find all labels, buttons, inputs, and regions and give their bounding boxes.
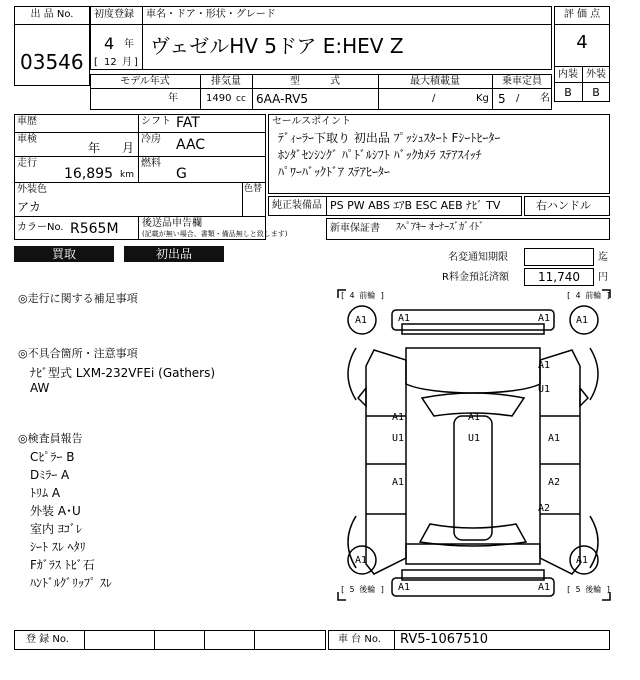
fuel-label: 燃料 [141,158,161,169]
deadline-box [524,248,594,266]
mark-left-rear-door: A1 [392,477,405,488]
exterior-label: 外装 [586,69,606,80]
mileage-value: 16,895 [64,166,113,182]
mark-rear-left-tire: A1 [355,555,368,566]
color-no-value: R565M [70,221,119,237]
mark-right-front-door: A1 [548,433,561,444]
inspector-line-4: 外装 A･U [30,504,81,518]
mark-front-bumper-left: A1 [398,313,411,324]
drive-value: 右ハンドル [536,199,591,212]
car-damage-diagram [336,288,612,602]
model-year-label: モデル年式 [120,76,170,87]
inspector-line-2: Dﾐﾗｰ A [30,468,70,482]
type-label: 型 式 [290,76,340,87]
defect-line-1: ﾅﾋﾞ型式 LXM-232VFEi (Gathers) [30,366,216,380]
ac-value: AAC [176,137,206,153]
recycle-label: R料金預託済額 [442,272,509,283]
recycle-unit: 円 [598,272,608,283]
rear-tag-right: [ 5 後輪 ] [566,585,611,594]
first-reg-month: 12 [104,57,117,68]
interior-label: 内装 [558,69,578,80]
capacity-label: 乗車定員 [502,76,542,87]
mark-rear-bumper-right: A1 [538,582,551,593]
front-tag-left: [ 4 前輪 ] [340,291,385,300]
interior-grade: B [564,86,572,99]
mark-right-front-fender: A1 [538,360,551,371]
score-value: 4 [576,32,588,53]
ext-color-value: アカ [17,200,41,214]
capacity-sep: / [516,93,520,104]
type-value: 6AA-RV5 [256,92,308,106]
driving-remarks-title: ◎走行に関する補足事項 [18,292,138,305]
exterior-grade: B [592,86,600,99]
front-tag-right: [ 4 前輪 ] [566,291,611,300]
ext-color-label: 外装色 [17,184,47,195]
post-doc-label: 後送品申告欄 [142,218,202,229]
chassis-value: RV5-1067510 [400,632,489,647]
mark-front-bumper-right: A1 [538,313,551,324]
mark-roof: U1 [468,433,481,444]
defect-line-2: AW [30,381,50,395]
mark-right-mirror: U1 [538,384,551,395]
displacement-value: 1490 [206,93,232,104]
equipment-value: PS PW ABS ｴｱB ESC AEB ﾅﾋﾞ TV [330,199,501,212]
year-unit: 年 [124,39,134,50]
sales-point-line-3: ﾊﾟﾜｰﾊﾞｯｸﾄﾞｱ ｽﾃｱﾋｰﾀｰ [278,165,390,179]
sales-point-line-1: ﾃﾞｨｰﾗｰ下取り 初出品 ﾌﾟｯｼｭｽﾀｰﾄ Fｼｰﾄﾋｰﾀｰ [278,131,501,145]
history-label: 車歴 [17,116,37,127]
lot-number: 03546 [20,50,84,74]
color-no-label: カラーNo. [17,222,64,233]
post-doc-note: (記載が無い場合、書類・備品無しと致します) [142,230,288,238]
inspector-line-1: Cﾋﾟﾗｰ B [30,450,75,464]
score-label: 評 価 点 [563,9,601,20]
reg-no-label: 登 録 No. [26,634,69,645]
mark-rear-bumper-left: A1 [398,582,411,593]
warranty-label: 新車保証書 [330,223,380,234]
first-reg-year: 4 [104,34,115,53]
car-name: ヴェゼルHV 5ドア E:HEV Z [150,34,404,58]
mark-front-left-tire: A1 [355,315,368,326]
sales-point-label: セールスポイント [272,116,352,127]
first-listing-badge: 初出品 [124,246,224,262]
mark-right-rear-door: A2 [548,477,561,488]
inspection-month-unit: 月 [122,141,135,155]
inspector-line-6: ｼｰﾄ ｽﾚ ﾍﾀﾘ [30,540,86,554]
purchase-badge: 買取 [14,246,114,262]
mark-left-front-door-a: A1 [392,412,405,423]
capacity-unit: 名 [540,93,550,104]
capacity-value: 5 [498,92,506,106]
first-reg-label: 初度登録 [94,9,134,20]
displacement-unit: cc [236,94,246,104]
mark-left-front-door-u: U1 [392,433,405,444]
month-unit: 月 [122,57,132,68]
mark-front-right-tire: A1 [576,315,589,326]
mileage-label: 走行 [17,158,37,169]
max-load-unit: Kg [476,93,489,104]
inspection-label: 車検 [17,134,37,145]
chassis-label: 車 台 No. [338,634,381,645]
defect-title: ◎不具合箇所・注意事項 [18,347,138,360]
deadline-label: 名変通知期限 [448,252,508,263]
equipment-label: 純正装備品 [272,200,322,211]
mark-roof-a: A1 [468,412,481,423]
shift-label: シフト [141,116,171,127]
mark-rear-right-tire: A1 [576,555,589,566]
shift-value: FAT [176,115,200,131]
car-name-label: 車名・ドア・形状・グレード [146,9,276,20]
ac-label: 冷房 [141,134,161,145]
rear-tag-left: [ 5 後輪 ] [340,585,385,594]
sales-point-line-2: ﾎﾝﾀﾞｾﾝｼﾝｸﾞ ﾊﾟﾄﾞﾙｼﾌﾄ ﾊﾞｯｸｶﾒﾗ ｽﾃｱｽｲｯﾁ [278,148,482,162]
inspector-line-5: 室内 ﾖｺﾞﾚ [30,522,82,536]
fuel-value: G [176,166,187,182]
deadline-unit: 迄 [598,252,608,263]
lot-no-sep [14,24,90,25]
inspector-line-3: ﾄﾘﾑ A [30,486,61,500]
lot-no-label: 出 品 No. [30,9,74,20]
max-load-label: 最大積載量 [410,76,460,87]
color-change-label: 色替 [244,184,263,194]
warranty-value: ｽﾍﾟｱｷｰ ｵｰﾅｰｽﾞｶﾞｲﾄﾞ [396,222,485,233]
displacement-label: 排気量 [211,76,241,87]
max-load-value: / [432,93,436,104]
mileage-unit: km [120,170,134,180]
inspector-title: ◎検査員報告 [18,432,83,445]
mark-right-rear-fender: A2 [538,503,551,514]
recycle-value: 11,740 [538,270,580,284]
inspector-line-8: ﾊﾝﾄﾞﾙｸﾞﾘｯﾌﾟ ｽﾚ [30,576,112,590]
inspector-line-7: Fｶﾞﾗｽ ﾄﾋﾞ石 [30,558,95,572]
model-year-unit: 年 [168,93,178,104]
inspection-year-unit: 年 [88,141,101,155]
